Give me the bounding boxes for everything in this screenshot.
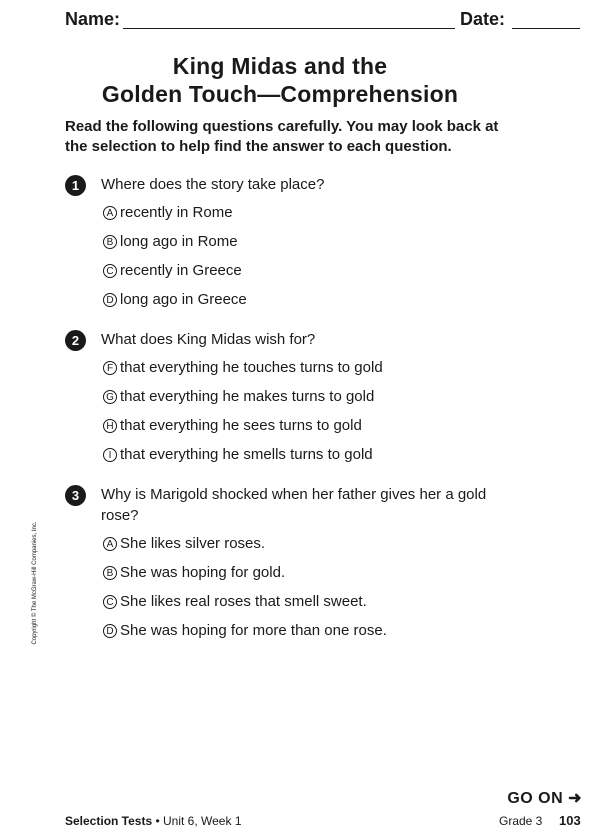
footer-grade: Grade 3 <box>499 814 543 828</box>
answer-bubble-icon[interactable]: C <box>103 595 117 609</box>
answer-bubble-icon[interactable]: D <box>103 293 117 307</box>
answer-bubble-icon[interactable]: G <box>103 390 117 404</box>
answer-text: long ago in Greece <box>120 291 247 308</box>
answer-option[interactable] <box>103 445 373 465</box>
question-number-badge: 1 <box>65 175 86 196</box>
answer-option[interactable] <box>103 203 233 223</box>
answer-text: She likes real roses that smell sweet. <box>120 593 367 610</box>
question-number-badge: 2 <box>65 330 86 351</box>
answer-bubble-icon[interactable]: I <box>103 448 117 462</box>
answer-option[interactable] <box>103 416 362 436</box>
answer-bubble-icon[interactable]: H <box>103 419 117 433</box>
answer-text: that everything he touches turns to gold <box>120 359 383 376</box>
answer-bubble-icon[interactable]: C <box>103 264 117 278</box>
answer-text: that everything he sees turns to gold <box>120 417 362 434</box>
date-label: Date: <box>460 9 506 29</box>
answer-option[interactable] <box>103 534 265 554</box>
answer-option[interactable] <box>103 232 238 252</box>
answer-text: recently in Greece <box>120 262 242 279</box>
answer-bubble-icon[interactable]: B <box>103 235 117 249</box>
name-blank[interactable] <box>123 28 455 29</box>
answer-text: long ago in Rome <box>120 233 238 250</box>
answer-option[interactable] <box>103 563 285 583</box>
footer-unit: • Unit 6, Week 1 <box>152 814 242 828</box>
answer-bubble-icon[interactable]: B <box>103 566 117 580</box>
answer-option[interactable] <box>103 387 374 407</box>
title-line-2: Golden Touch—Comprehension <box>101 81 459 107</box>
answer-text: She was hoping for more than one rose. <box>120 622 387 639</box>
answer-option[interactable] <box>103 358 383 378</box>
answer-option[interactable] <box>103 290 247 310</box>
answer-text: recently in Rome <box>120 204 233 221</box>
answer-bubble-icon[interactable]: D <box>103 624 117 638</box>
go-on-label: GO ON ➜ <box>507 790 582 807</box>
footer-series-title: Selection Tests <box>65 814 153 828</box>
title-line-1: King Midas and the <box>172 53 388 79</box>
page-title <box>40 52 520 108</box>
footer-series <box>65 814 242 828</box>
date-blank[interactable] <box>512 28 580 29</box>
answer-text: that everything he smells turns to gold <box>120 446 373 463</box>
answer-text: She was hoping for gold. <box>120 564 286 581</box>
header <box>65 8 580 32</box>
answer-option[interactable] <box>103 621 387 641</box>
answer-bubble-icon[interactable]: A <box>103 537 117 551</box>
answer-text: She likes silver roses. <box>120 535 266 552</box>
question-number-badge: 3 <box>65 485 86 506</box>
page-number: 103 <box>559 813 581 828</box>
question-text: Why is Marigold shocked when her father gives her a gold rose? <box>101 486 487 524</box>
copyright-notice: Copyright © The McGraw-Hill Companies, Inc. <box>32 521 38 645</box>
answer-bubble-icon[interactable]: F <box>103 361 117 375</box>
question-text: Where does the story take place? <box>101 176 325 193</box>
name-label: Name: <box>65 9 121 29</box>
question-text: What does King Midas wish for? <box>101 331 316 348</box>
answer-bubble-icon[interactable]: A <box>103 206 117 220</box>
answer-option[interactable] <box>103 592 367 612</box>
answer-text: that everything he makes turns to gold <box>120 388 375 405</box>
instructions: Read the following questions carefully. You may look back at the selection to help find the answer to each question. <box>65 118 499 155</box>
answer-option[interactable] <box>103 261 242 281</box>
